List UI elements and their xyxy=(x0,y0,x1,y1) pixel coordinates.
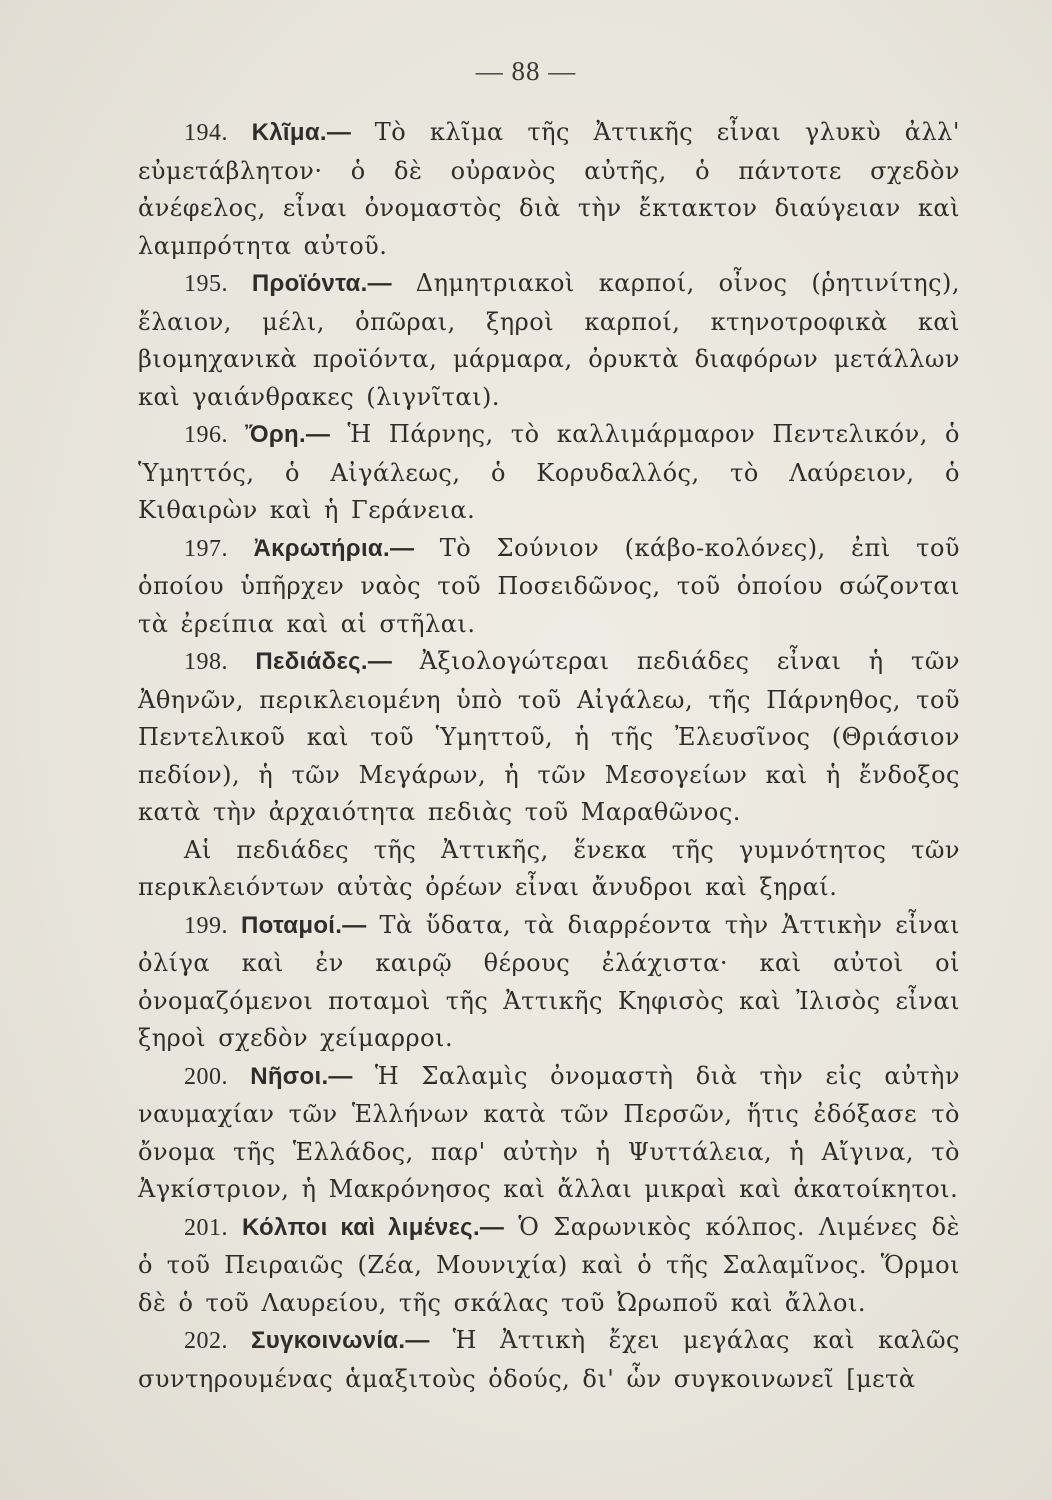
entry-heading: Νῆσοι.— xyxy=(250,1062,353,1090)
entry-heading: Ποταμοί.— xyxy=(241,911,367,939)
entry-number: 199. xyxy=(184,912,228,939)
entry-199 xyxy=(138,907,960,1058)
entry-number: 202. xyxy=(184,1328,228,1354)
entry-heading: Ὄρη.— xyxy=(245,421,331,448)
entry-number: 197. xyxy=(184,535,228,562)
entry-200 xyxy=(138,1058,960,1209)
entry-text: Τὸ Σούνιον (κάβο-κολόνες), ἐπὶ τοῦ ὁποίου ὑπῆρχεν ναὸς τοῦ Ποσειδῶνος, τοῦ ὁποίου σώζονται τὰ ἐρείπια καὶ αἱ στῆλαι. xyxy=(138,533,960,638)
entry-heading: Πεδιάδες.— xyxy=(255,648,393,675)
entry-heading: Συγκοινωνία.— xyxy=(251,1327,430,1354)
entry-text: Δημητριακοὶ καρποί, οἶνος (ῥητινίτης), ἔλαιον, μέλι, ὀπῶραι, ξηροὶ καρποί, κτηνοτροφικὰ καὶ βιομηχανικὰ προϊόντα, μάρμαρα, ὀρυκτὰ διαφόρων μετάλλων καὶ γαιάνθρακες (λιγνῖται). xyxy=(138,269,960,411)
entry-heading: Κόλποι καὶ λιμένες.— xyxy=(241,1213,505,1241)
entry-198-continued xyxy=(138,832,960,907)
entry-195 xyxy=(138,265,960,416)
entry-text: Ἡ Πάρνης, τὸ καλλιμάρμαρον Πεντελικόν, ὁ Ὑμηττός, ὁ Αἰγάλεως, ὁ Κορυδαλλός, τὸ Λαύρειον, ὁ Κιθαιρὼν καὶ ἡ Γεράνεια. xyxy=(138,420,960,524)
entry-number: 195. xyxy=(184,271,228,297)
entry-196 xyxy=(138,416,960,530)
entry-number: 198. xyxy=(184,649,228,675)
entry-heading: Ἀκρωτήρια.— xyxy=(253,534,415,562)
entry-text: Τὸ κλῖμα τῆς Ἀττικῆς εἶναι γλυκὺ ἀλλ' εὐμετάβλητον· ὁ δὲ οὐρανὸς αὐτῆς, ὁ πάντοτε σχεδὸν ἀνέφελος, εἶναι ὀνομαστὸς διὰ τὴν ἔκτακτον διαύγειαν καὶ λαμπρότητα αὐτοῦ. xyxy=(138,118,960,260)
entry-text: Αἱ πεδιάδες τῆς Ἀττικῆς, ἕνεκα τῆς γυμνότητος τῶν περικλειόντων αὐτὰς ὀρέων εἶναι ἄνυδροι καὶ ξηραί. xyxy=(138,835,960,901)
entry-number: 196. xyxy=(184,422,228,448)
entry-text: Τὰ ὕδατα, τὰ διαρρέοντα τὴν Ἀττικὴν εἶναι ὀλίγα καὶ ἐν καιρῷ θέρους ἐλάχιστα· καὶ αὐτοὶ οἱ ὀνομαζόμενοι ποταμοὶ τῆς Ἀττικῆς Κηφισὸς καὶ Ἰλισὸς εἶναι ξηροὶ σχεδὸν χείμαρροι. xyxy=(138,910,960,1052)
entry-194 xyxy=(138,114,960,265)
entry-number: 194. xyxy=(184,120,228,146)
entry-202 xyxy=(138,1322,960,1398)
entry-number: 201. xyxy=(184,1214,228,1241)
text-body xyxy=(138,114,960,1398)
entry-number: 200. xyxy=(184,1063,228,1090)
entry-text: Ἡ Ἀττικὴ ἔχει μεγάλας καὶ καλῶς συντηρουμένας ἁμαξιτοὺς ὁδούς, δι' ὧν συγκοινωνεῖ [μετὰ xyxy=(138,1326,960,1393)
entry-heading: Προϊόντα.— xyxy=(251,270,392,297)
entry-201 xyxy=(138,1209,960,1323)
entry-198 xyxy=(138,643,960,832)
entry-text: Ἀξιολογώτεραι πεδιάδες εἶναι ἡ τῶν Ἀθηνῶν, περικλειομένη ὑπὸ τοῦ Αἰγάλεω, τῆς Πάρνηθος, τοῦ Πεντελικοῦ καὶ τοῦ Ὑμηττοῦ, ἡ τῆς Ἐλευσῖνος (Θριάσιον πεδίον), ἡ τῶν Μεγάρων, ἡ τῶν Μεσογείων καὶ ἡ ἔνδοξος κατὰ τὴν ἀρχαιότητα πεδιὰς τοῦ Μαραθῶνος. xyxy=(138,647,960,826)
page-number: — 88 — xyxy=(475,56,577,86)
entry-197 xyxy=(138,530,960,644)
entry-heading: Κλῖμα.— xyxy=(251,119,352,146)
entry-text: Ὁ Σαρωνικὸς κόλπος. Λιμένες δὲ ὁ τοῦ Πειραιῶς (Ζέα, Μουνιχία) καὶ ὁ τῆς Σαλαμῖνος. Ὅρμοι δὲ ὁ τοῦ Λαυρείου, τῆς σκάλας τοῦ Ὠρωποῦ καὶ ἄλλοι. xyxy=(138,1212,960,1317)
entry-text: Ἡ Σαλαμὶς ὀνομαστὴ διὰ τὴν εἰς αὐτὴν ναυμαχίαν τῶν Ἑλλήνων κατὰ τῶν Περσῶν, ἥτις ἐδόξασε τὸ ὄνομα τῆς Ἑλλάδος, παρ' αὐτὴν ἡ Ψυττάλεια, ἡ Αἴγινα, τὸ Ἀγκίστριον, ἡ Μακρόνησος καὶ ἄλλαι μικραὶ καὶ ἀκατοίκητοι. xyxy=(138,1061,960,1203)
